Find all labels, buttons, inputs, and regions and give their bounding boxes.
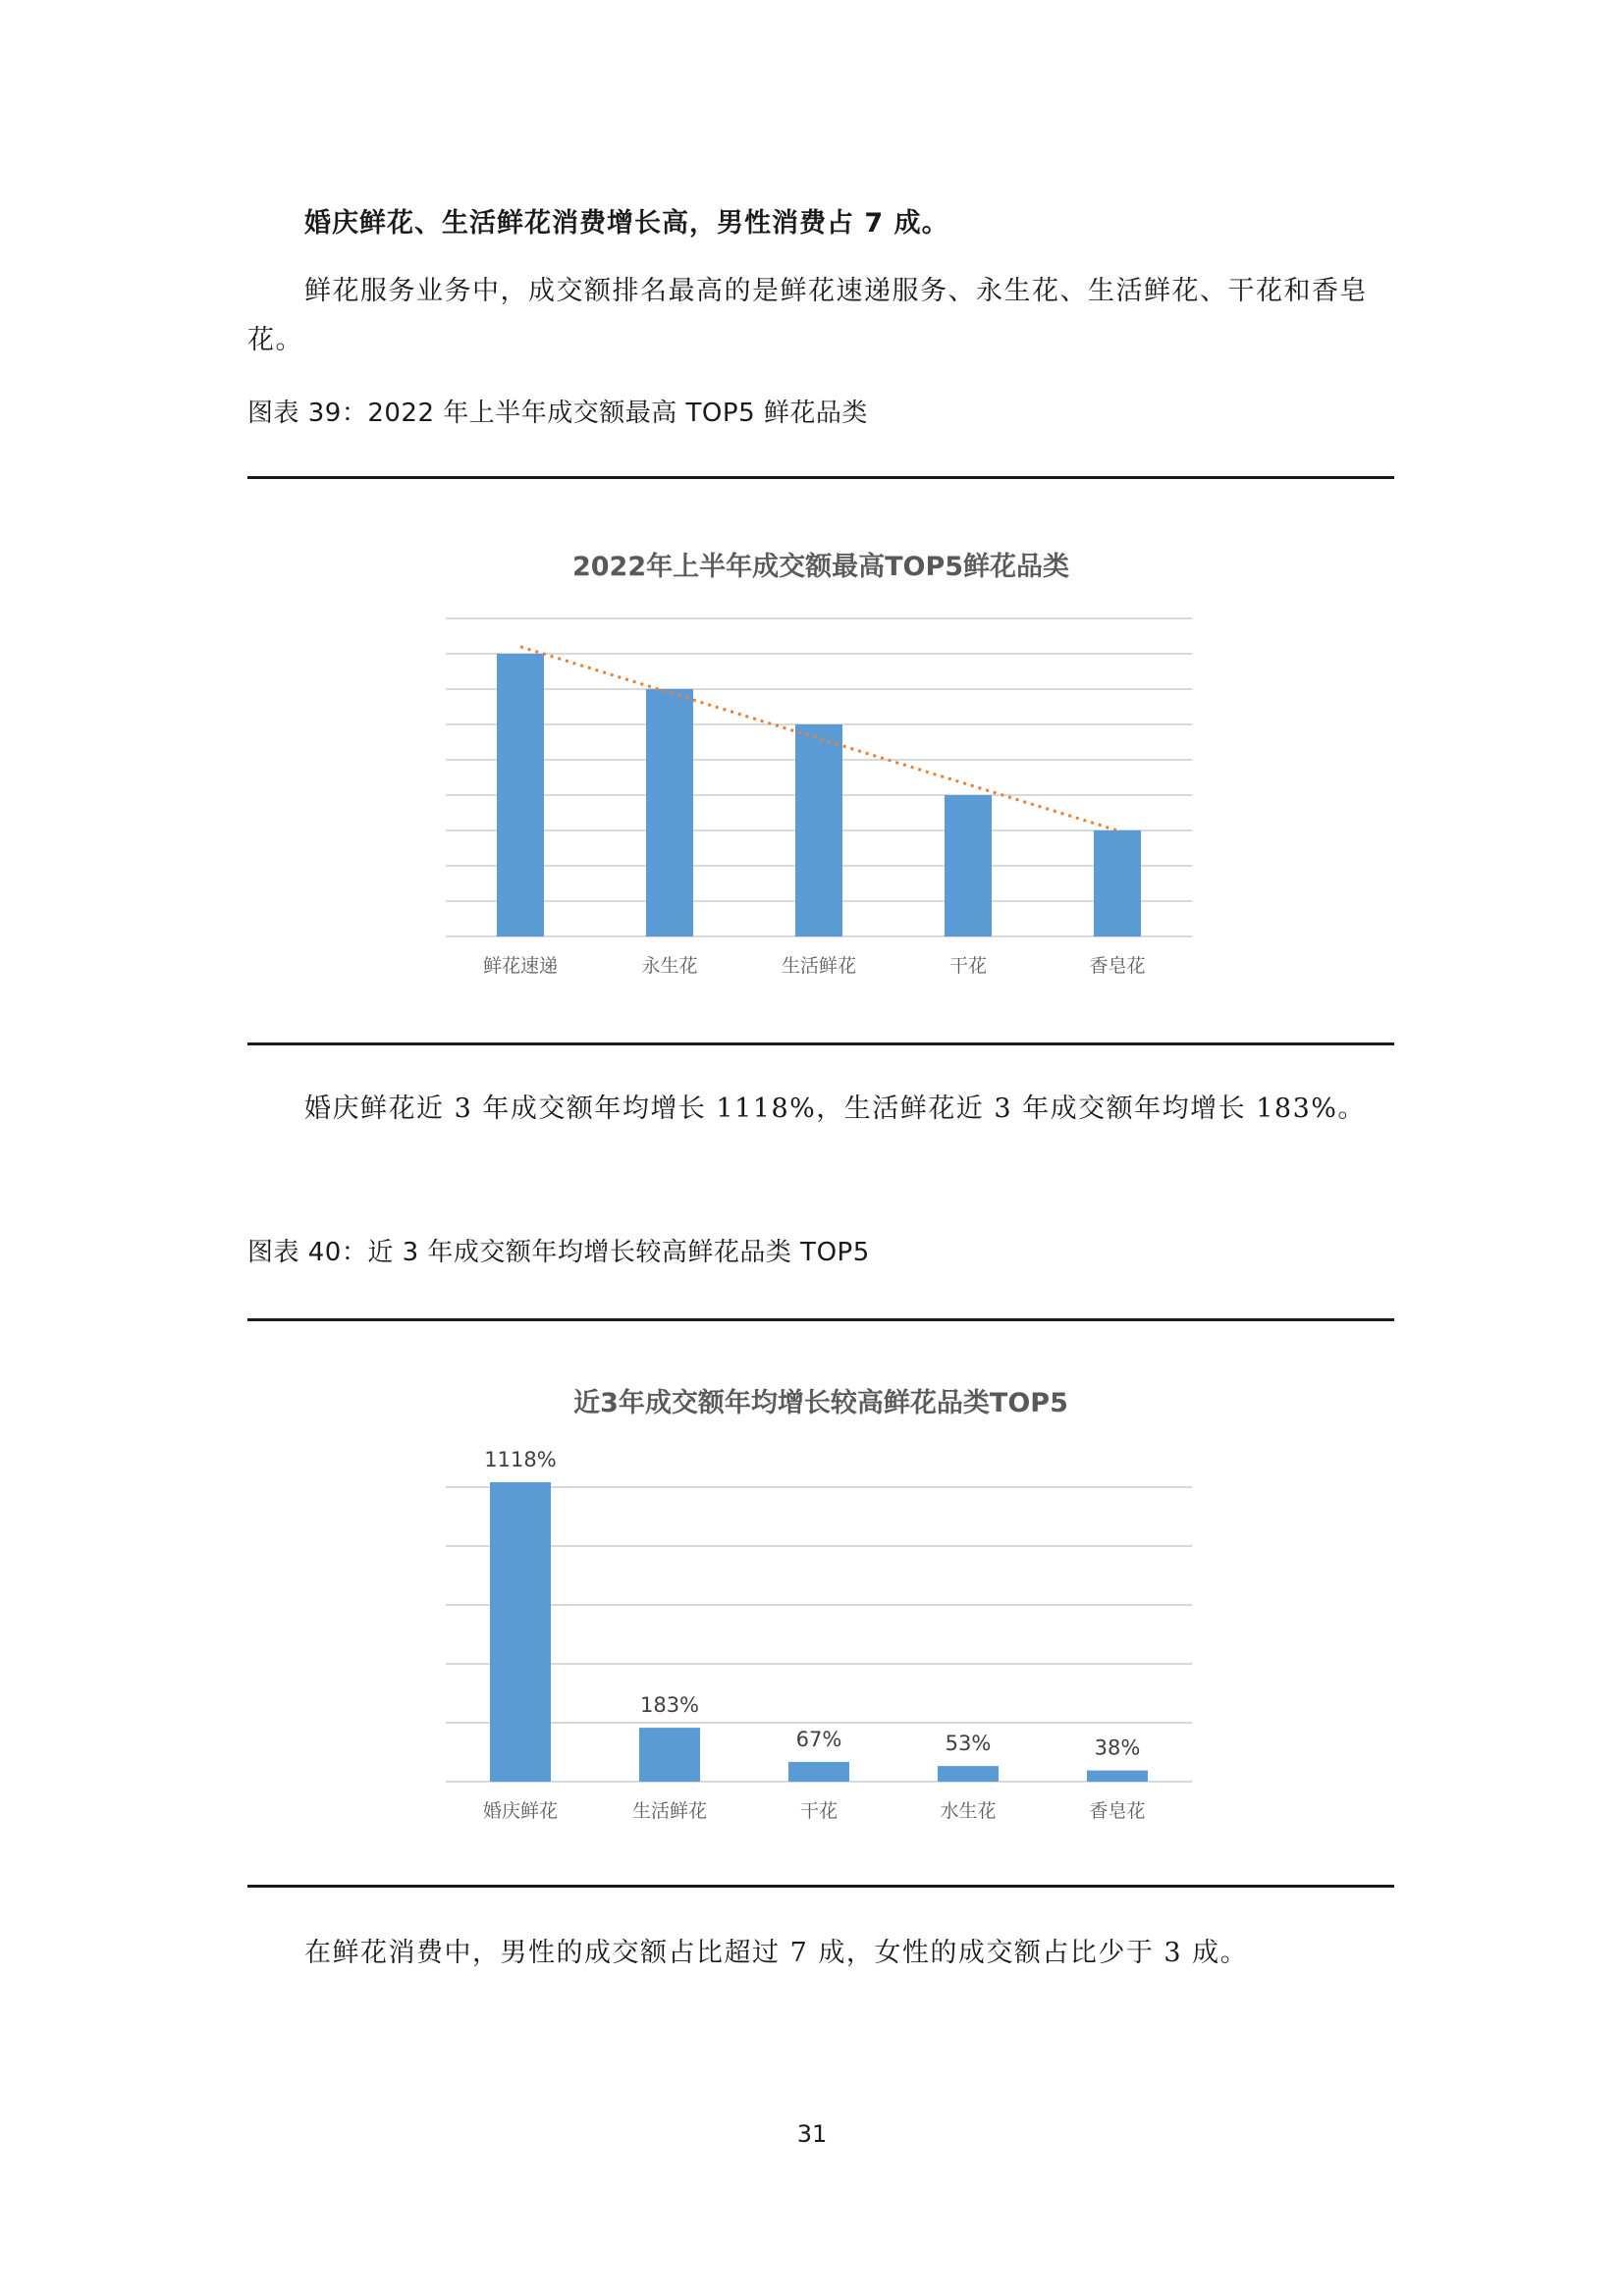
bar-香皂花 — [1094, 830, 1141, 936]
x-tick-label: 香皂花 — [1089, 955, 1146, 977]
bar-干花 — [945, 795, 992, 936]
figure-40-top-rule — [247, 1318, 1394, 1321]
x-tick-label: 永生花 — [641, 955, 698, 977]
data-label: 67% — [795, 1727, 842, 1751]
bar-生活鲜花 — [795, 724, 842, 936]
bar-生活鲜花 — [639, 1728, 700, 1782]
gender-paragraph: 在鲜花消费中，男性的成交额占比超过 7 成，女性的成交额占比少于 3 成。 — [304, 1938, 1249, 1968]
x-tick-label: 生活鲜花 — [631, 1800, 708, 1822]
figure-39-caption: 图表 39：2022 年上半年成交额最高 TOP5 鲜花品类 — [247, 399, 868, 428]
intro-paragraph: 鲜花服务业务中，成交额排名最高的是鲜花速递服务、永生花、生活鲜花、干花和香皂花。 — [247, 276, 1368, 355]
figure-40-caption: 图表 40：近 3 年成交额年均增长较高鲜花品类 TOP5 — [247, 1238, 870, 1267]
chart-title: 2022年上半年成交额最高TOP5鲜花品类 — [571, 552, 1070, 582]
bar-香皂花 — [1087, 1771, 1148, 1782]
figure-39-bottom-rule — [247, 1042, 1394, 1045]
chart-title: 近3年成交额年均增长较高鲜花品类TOP5 — [573, 1388, 1068, 1418]
x-tick-label: 干花 — [799, 1800, 839, 1822]
data-label: 53% — [945, 1732, 992, 1756]
x-tick-label: 干花 — [948, 955, 988, 977]
figure-40-chart — [247, 1323, 1394, 1883]
bar-鲜花速递 — [497, 654, 544, 936]
figure-39-top-rule — [247, 476, 1394, 479]
bar-婚庆鲜花 — [490, 1482, 551, 1782]
page-number: 31 — [796, 2120, 828, 2148]
bar-水生花 — [938, 1766, 999, 1782]
section-heading: 婚庆鲜花、生活鲜花消费增长高，男性消费占 7 成。 — [304, 208, 949, 239]
x-tick-label: 水生花 — [940, 1800, 997, 1822]
bar-干花 — [788, 1762, 849, 1782]
x-tick-label: 鲜花速递 — [482, 955, 559, 977]
data-label: 183% — [639, 1693, 700, 1718]
figure-39-chart — [247, 481, 1394, 1041]
data-label: 1118% — [484, 1448, 557, 1471]
x-tick-label: 婚庆鲜花 — [482, 1800, 559, 1822]
growth-paragraph: 婚庆鲜花近 3 年成交额年均增长 1118%，生活鲜花近 3 年成交额年均增长 183%。 — [304, 1094, 1366, 1124]
x-tick-label: 生活鲜花 — [781, 955, 857, 977]
figure-40-bottom-rule — [247, 1885, 1394, 1888]
bar-永生花 — [646, 689, 693, 936]
data-label: 38% — [1094, 1735, 1141, 1760]
x-tick-label: 香皂花 — [1089, 1800, 1146, 1822]
